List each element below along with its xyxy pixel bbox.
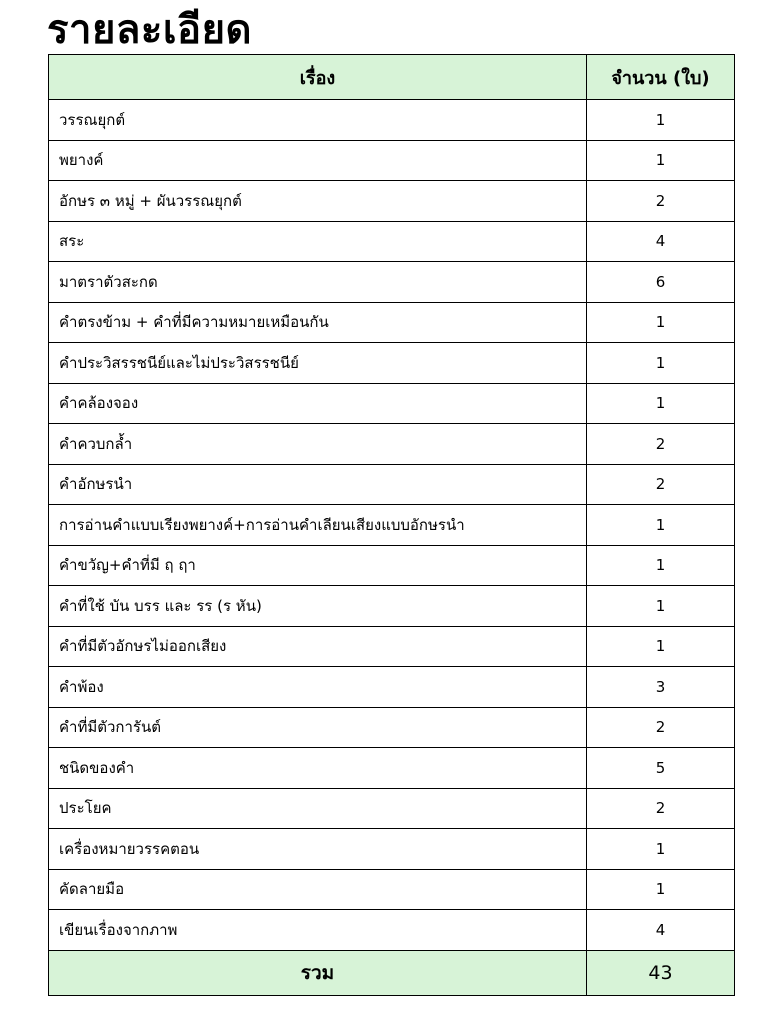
topic-cell: ประโยค <box>49 788 587 829</box>
count-cell: 1 <box>587 586 735 627</box>
table-body <box>49 100 735 951</box>
table-row <box>49 505 735 546</box>
count-cell: 2 <box>587 424 735 465</box>
table-row <box>49 424 735 465</box>
table-row <box>49 343 735 384</box>
table-header-row <box>49 55 735 100</box>
count-cell: 1 <box>587 343 735 384</box>
count-cell: 1 <box>587 626 735 667</box>
topic-cell: คำพ้อง <box>49 667 587 708</box>
topic-cell: พยางค์ <box>49 140 587 181</box>
topic-cell: คำที่มีตัวอักษรไม่ออกเสียง <box>49 626 587 667</box>
topic-cell: สระ <box>49 221 587 262</box>
table-row <box>49 869 735 910</box>
count-cell: 1 <box>587 302 735 343</box>
topic-cell: คำประวิสรรชนีย์และไม่ประวิสรรชนีย์ <box>49 343 587 384</box>
topic-cell: คำอักษรนำ <box>49 464 587 505</box>
topic-cell: ชนิดของคำ <box>49 748 587 789</box>
count-cell: 2 <box>587 707 735 748</box>
count-cell: 1 <box>587 829 735 870</box>
topic-cell: คำควบกล้ำ <box>49 424 587 465</box>
topic-cell: การอ่านคำแบบเรียงพยางค์+การอ่านคำเลียนเสียงแบบอักษรนำ <box>49 505 587 546</box>
total-value: 43 <box>587 950 735 995</box>
topic-column-header: เรื่อง <box>49 55 587 100</box>
topic-cell: เครื่องหมายวรรคตอน <box>49 829 587 870</box>
topic-cell: คำตรงข้าม + คำที่มีความหมายเหมือนกัน <box>49 302 587 343</box>
count-cell: 1 <box>587 100 735 141</box>
count-cell: 1 <box>587 140 735 181</box>
table-row <box>49 545 735 586</box>
total-row <box>49 950 735 995</box>
table-row <box>49 181 735 222</box>
topic-cell: คำขวัญ+คำที่มี ฤ ฤา <box>49 545 587 586</box>
table-row <box>49 140 735 181</box>
page-title: รายละเอียด <box>47 7 252 53</box>
count-cell: 4 <box>587 221 735 262</box>
table-row <box>49 100 735 141</box>
table-row <box>49 221 735 262</box>
table-row <box>49 829 735 870</box>
count-cell: 2 <box>587 788 735 829</box>
total-label: รวม <box>49 950 587 995</box>
table-row <box>49 586 735 627</box>
table-row <box>49 626 735 667</box>
table-row <box>49 788 735 829</box>
count-cell: 1 <box>587 505 735 546</box>
table-row <box>49 707 735 748</box>
table-row <box>49 910 735 951</box>
topic-cell: คำคล้องจอง <box>49 383 587 424</box>
topic-cell: มาตราตัวสะกด <box>49 262 587 303</box>
table-row <box>49 464 735 505</box>
topic-cell: เขียนเรื่องจากภาพ <box>49 910 587 951</box>
count-cell: 2 <box>587 464 735 505</box>
count-cell: 1 <box>587 383 735 424</box>
count-cell: 6 <box>587 262 735 303</box>
count-cell: 3 <box>587 667 735 708</box>
summary-table <box>48 54 735 996</box>
count-cell: 4 <box>587 910 735 951</box>
table-row <box>49 667 735 708</box>
table-row <box>49 262 735 303</box>
table-row <box>49 302 735 343</box>
topic-cell: วรรณยุกต์ <box>49 100 587 141</box>
count-cell: 1 <box>587 869 735 910</box>
count-cell: 1 <box>587 545 735 586</box>
table-row <box>49 383 735 424</box>
count-cell: 5 <box>587 748 735 789</box>
topic-cell: คำที่มีตัวการันต์ <box>49 707 587 748</box>
table-row <box>49 748 735 789</box>
count-cell: 2 <box>587 181 735 222</box>
topic-cell: คัดลายมือ <box>49 869 587 910</box>
count-column-header: จำนวน (ใบ) <box>587 55 735 100</box>
topic-cell: คำที่ใช้ บัน บรร และ รร (ร หัน) <box>49 586 587 627</box>
topic-cell: อักษร ๓ หมู่ + ผันวรรณยุกต์ <box>49 181 587 222</box>
